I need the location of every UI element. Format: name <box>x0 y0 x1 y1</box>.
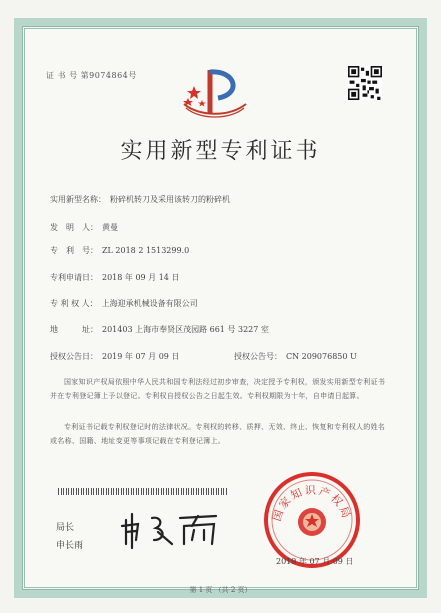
handwritten-signature-icon <box>118 510 228 550</box>
field-value: 201403 上海市奉贤区茂园路 661 号 3227 室 <box>102 325 269 334</box>
seal-text: 国家知识产权局 <box>270 483 354 523</box>
field-value: 黄曼 <box>102 223 118 232</box>
seal-date: 2019 年 07 月 09 日 <box>276 557 354 566</box>
statement-paragraph-2: 专利证书记载专利权登记时的法律状况。专利权的转移、质押、无效、终止、恢复和专利权人的姓名或名称、国籍、地址变更等事项记载在专利登记簿上。 <box>50 423 386 445</box>
field-announce-number <box>234 351 357 362</box>
field-value: CN 209076850 U <box>286 352 357 361</box>
page-title: 实用新型专利证书 <box>120 139 321 164</box>
signer-title: 局长 <box>56 523 75 533</box>
official-seal-icon <box>262 470 362 570</box>
field-label: 地 址： <box>50 325 98 334</box>
field-label: 实用新型名称： <box>50 195 106 204</box>
page-number: 第 1 页 （共 2 页） <box>189 586 252 594</box>
field-announce-date <box>50 351 179 362</box>
field-application-date <box>50 272 179 283</box>
barcode-icon <box>58 488 228 495</box>
field-value: 2018 年 09 月 14 日 <box>102 273 180 282</box>
field-utility-model-name <box>50 194 230 205</box>
field-address <box>50 324 269 335</box>
signer-name: 申长雨 <box>56 541 84 551</box>
field-label: 发 明 人： <box>50 223 98 232</box>
field-inventor <box>50 222 118 233</box>
field-patentee <box>50 298 198 309</box>
field-value: 2019 年 07 月 09 日 <box>102 352 180 361</box>
cnipa-logo-icon <box>178 64 250 120</box>
field-label: 授权公告日： <box>50 352 98 361</box>
statement-paragraph-1: 国家知识产权局依照中华人民共和国专利法经过初步审查，决定授予专利权，颁发实用新型专利证书并在专利登记簿上予以登记。专利权自授权公告之日起生效。专利权期限为十年，自申请日起算。 <box>50 378 386 400</box>
field-patent-number <box>50 245 189 256</box>
field-label: 专利申请日： <box>50 273 98 282</box>
field-label: 专 利 号： <box>50 246 98 255</box>
field-value: 粉碎机转刀及采用该转刀的粉碎机 <box>110 195 230 204</box>
field-value: 上海迎承机械设备有限公司 <box>101 299 198 308</box>
field-value: ZL 2018 2 1513299.0 <box>102 246 190 255</box>
field-label: 专 利 权 人： <box>50 299 98 308</box>
field-label: 授权公告号： <box>234 352 282 361</box>
qr-code-icon <box>348 66 382 100</box>
certificate-number: 证 书 号 第9074864号 <box>46 71 137 80</box>
